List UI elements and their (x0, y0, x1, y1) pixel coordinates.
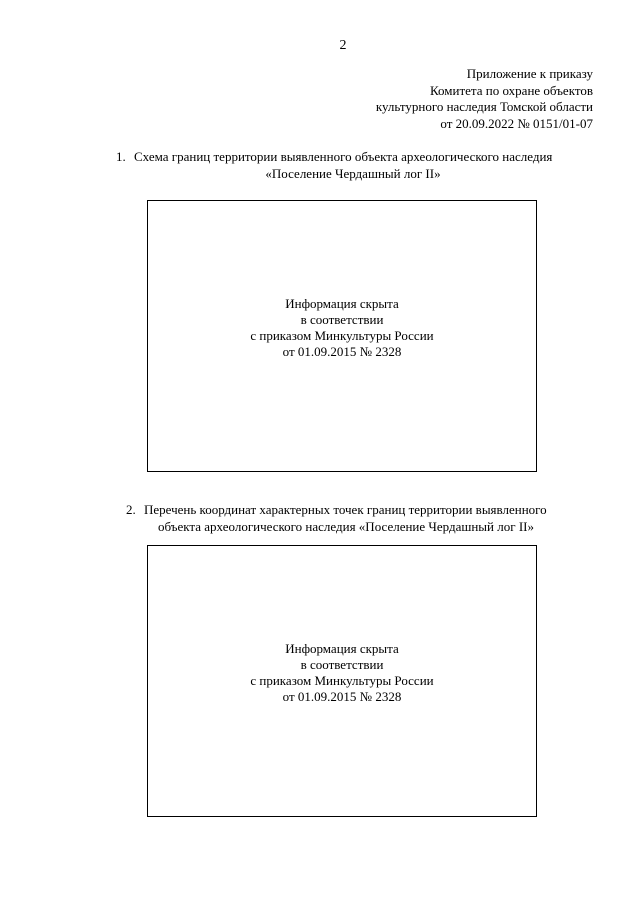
hidden-notice-line-1: Информация скрыта (285, 641, 399, 656)
coordinates-placeholder-box (147, 545, 537, 817)
section-1-title-line-1: Схема границ территории выявленного объекта археологического наследия (134, 149, 553, 164)
section-1-number: 1. (116, 149, 126, 164)
section-1-title-line-2: «Поселение Чердашный лог II» (265, 166, 441, 181)
appendix-line-4: от 20.09.2022 № 0151/01-07 (440, 115, 593, 131)
hidden-notice-line-2: в соответствии (300, 657, 384, 672)
page-number: 2 (339, 38, 347, 53)
section-2-number: 2. (126, 502, 136, 517)
appendix-line-2: Комитета по охране объектов (430, 82, 593, 98)
hidden-notice-line-1: Информация скрыта (285, 296, 399, 311)
appendix-header (376, 66, 593, 132)
section-2-title-line-2: объекта археологического наследия «Поселение Чердашный лог II» (158, 519, 534, 534)
scheme-placeholder-box (147, 200, 537, 472)
hidden-notice-line-3: с приказом Минкультуры России (250, 328, 434, 343)
hidden-info-notice-2 (250, 641, 433, 705)
hidden-info-notice-1 (250, 296, 433, 360)
hidden-notice-line-4: от 01.09.2015 № 2328 (282, 689, 402, 704)
hidden-notice-line-3: с приказом Минкультуры России (250, 673, 434, 688)
appendix-line-1: Приложение к приказу (466, 66, 593, 81)
hidden-notice-line-2: в соответствии (300, 312, 384, 327)
section-2-title-line-1: Перечень координат характерных точек границ территории выявленного (144, 502, 547, 517)
appendix-line-3: культурного наследия Томской области (375, 99, 593, 114)
hidden-notice-line-4: от 01.09.2015 № 2328 (282, 344, 402, 359)
